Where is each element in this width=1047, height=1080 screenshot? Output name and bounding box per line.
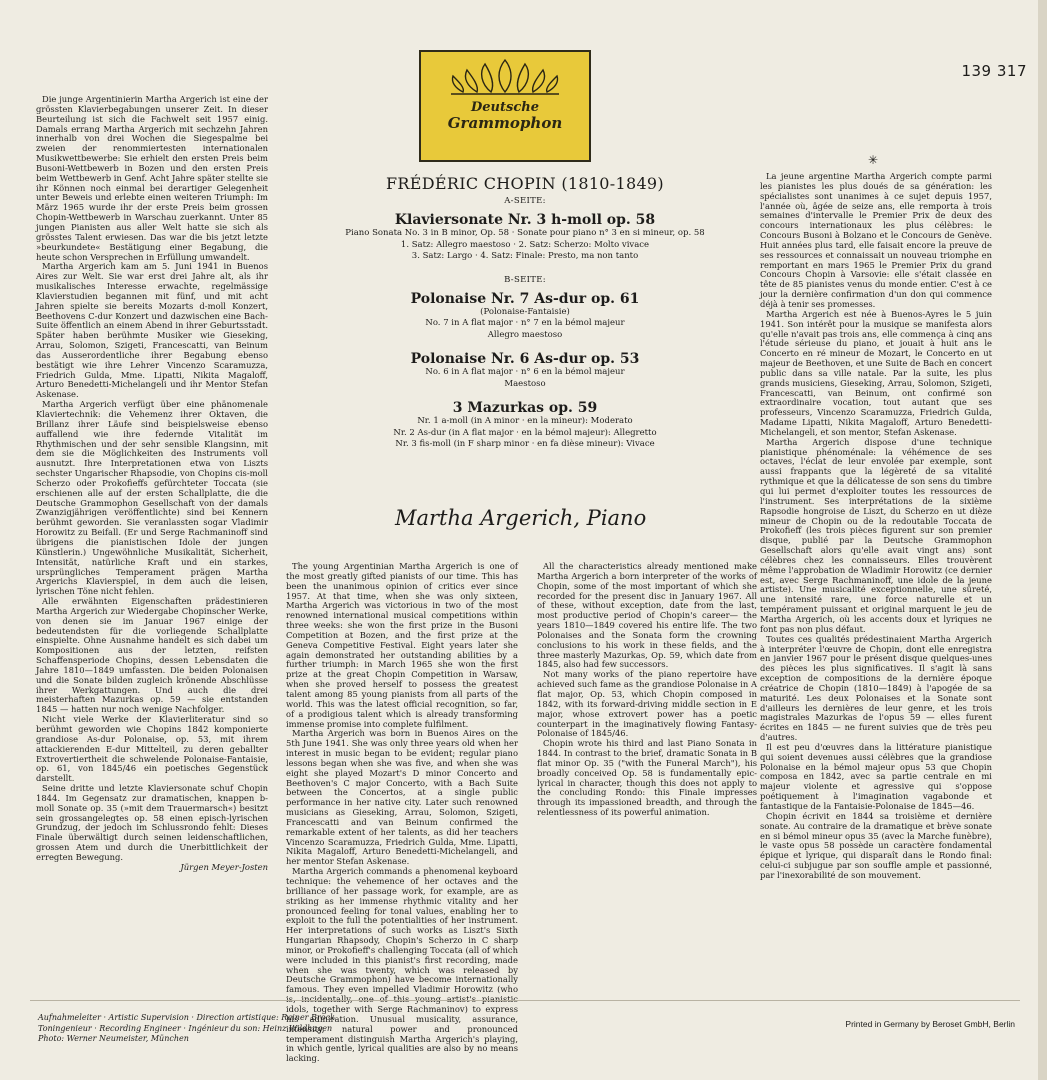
french-paragraph: Chopin écrivit en 1844 sa troisième et dernière sonate. Au contraire de la dramatique et brève sonate en si bémol mineur opus 35 (avec la Marche funèbre), le vaste opus 58 possède un caractère fondamental épique et lyrique, qui disparaît dans le Rondo final: celui-ci subjugue par son souffle ample et passionné, par l'inexorabilité de son mouvement. [760,810,992,880]
credit-line: Toningenieur · Recording Engineer · Ingénieur du son: Heinz Wildhagen [38,1023,333,1033]
work-title: Klaviersonate Nr. 3 h-moll op. 58 [394,212,656,228]
credit-line: Photo: Werner Neumeister, München [38,1034,189,1043]
german-paragraph: Martha Argerich kam am 5. Juni 1941 in Buenos Aires zur Welt. Sie war erst drei Jahre alt, als ihr musikalisches Interesse erwachte, regelmässige Klavierstudien begannen mit fünf, und mit acht Jahren spielte sie bereits Mozarts d-moll Konzert, Beethovens C-dur Konzert und dazwischen eine Bach-Suite öffentlich an einem Abend in ihrer Geburtsstadt. Später haben berühmte Musiker wie Gieseking, Arrau, Solomon, Szigeti, Francescatti, van Beinum das Ausserordentliche ihrer Begabung ebenso bestätigt wie ihre Lehrer Vincenzo Scaramuzza, Friedrich Gulda, Mme. Lipatti, Nikita Magaloff, Arturo Benedetti-Michelangeli und ihr Mentor Stefan Askenase. [36,261,268,400]
german-paragraph: Die junge Argentinierin Martha Argerich ist eine der grössten Klavierbegabungen unserer Zeit. In dieser Beurteilung ist sich die Fachwelt seit 1957 einig. Damals errang Martha Argerich mit sechzehn Jahren innerhalb von drei Wochen die Siegespalme bei zweien der renommiertesten internationalen Musikwettbewerbe: Sie erhielt den ersten Preis beim Busoni-Wettbewerb in Bozen und den ersten Preis beim Wettbewerb in Genf. Acht Jahre später stellte sie ihr Können noch einmal bei derartiger Gelegenheit unter Beweis und erlebte einen weiteren Triumph: Im März 1965 wurde ihr der erste Preis beim grossen Chopin-Wettbewerb in Warschau zuerkannt. Unter 85 jungen Pianisten aus aller Welt hatte sie sich als grösstes Talent erwiesen. Das war die bis jetzt letzte »beurkundete« Bestätigung einer Begabung, die heute schon Versprechen in Erfüllung umwandelt. [36,94,268,262]
french-paragraph: Toutes ces qualités prédestinaient Martha Argerich à interpréter l'œuvre de Chopin, dont elle enregistra en janvier 1967 pour le présent disque quelques-unes des pièces les plus significatives. Il s'agit là sans exception de compositions de la dernière époque créatrice de Chopin (1810—1849) à l'apogée de sa maturité. Les deux Polonaises et la Sonate sont d'ailleurs les dernières de leur genre, et les trois magistrales Mazurkas de l'opus 59 — elles furent écrites en 1845 — ne furent suivies que de très peu d'autres. [760,633,992,743]
english-paragraph: Not many works of the piano repertoire have achieved such fame as the grandiose Polonaise in A flat major, Op. 53, which Chopin composed in 1842, with its forward-driving middle section in E major, whose extrovert power has a poetic counterpart in the imaginatively flowing Fantasy-Polonaise of 1845/46. [537,669,757,739]
english-paragraph: The young Argentinian Martha Argerich is one of the most greatly gifted pianists of our time. This has been the unanimous opinion of critics ever since 1957. At that time, when she was only sixteen, Martha Argerich was victorious in two of the most renowned international musical competitions within three weeks: she won the first prize in the Busoni Competition at Bozen, and the first prize at the Geneva Competitive Festival. Eight years later she again demonstrated her outstanding abilities by a further triumph: in March 1965 she won the first prize at the great Chopin Competition in Warsaw, when she proved herself to possess the greatest talent among 85 young pianists from all parts of the world. This was the latest official recognition, so far, of a prodigious talent which is already transforming immense promise into complete fulfilment. [286,561,518,729]
credit-line: Aufnahmeleiter · Artistic Supervision · Direction artistique: Rainer Brock [38,1013,335,1022]
german-paragraph: Martha Argerich verfügt über eine phänomenale Klaviertechnik: die Vehemenz ihrer Oktaven, die Brillanz ihrer Läufe sind beispielsweise ebenso auffallend wie ihre federnde Vitalität im Rhythmischen und der sehr sensible Klangsinn, mit dem sie die Möglichkeiten des Instruments voll ausnutzt. Ihre Interpretationen etwa von Liszts sechster Ungarischer Rhapsodie, von Chopins cis-moll Scherzo oder Prokofieffs gefürchteter Toccata (sie erschienen alle auf der ersten Schallplatte, die die Deutsche Grammophon Gesellschaft von der damals Zwanzigjährigen veröffentlichte) sind bei Kennern berühmt geworden. Sie veranlassten sogar Vladimir Horowitz zu Beifall. (Er und Serge Rachmaninoff sind übrigens die pianistischen Idole der jungen Künstlerin.) Ungewöhnliche Musikalität, Sicherheit, Intensität, natürliche Kraft und ein starkes, ursprüngliches Temperament prägen Martha Argerichs Klavierspiel, in dem auch die leisen, lyrischen Töne nicht fehlen. [36,399,268,597]
french-paragraph: Il est peu d'œuvres dans la littérature pianistique qui soient devenues aussi célèbres que la grandiose Polonaise en la bémol majeur opus 53 que Chopin composa en 1842, avec sa partie centrale en mi majeur violente et agressive qui s'oppose poétiquement à l'imagination vagabonde et fantastique de la Fantaisie-Polonaise de 1845—46. [760,741,992,811]
tulip-crown-icon [445,56,565,96]
english-paragraph: Martha Argerich commands a phenomenal keyboard technique: the vehemence of her octaves and the brilliance of her passage work, for example, are as striking as her immense rhythmic vitality and her pronounced feeling for tonal values, enabling her to exploit to the full the potentialities of her instrument. Her interpretations of such works as Liszt's Sixth Hungarian Rhapsody, Chopin's Scherzo in C sharp minor, or Prokofieff's challenging Toccata (all of which were included in this pianist's first recording, made when she was twenty, which was released by Deutsche Grammophon) have become internationally famous. They even impelled Vladimir Horowitz (who idols, together with Serge Rachmaninov) to express his admiration. Unusual musicality, assurance, intensity, natural power and pronounced temperament distinguish Martha Argerich's playing, in which gentle, lyrical qualities are also by no means lacking. [286,866,518,1064]
catalog-number: 139 317 [961,62,1027,80]
movement-line: 3. Satz: Largo · 4. Satz: Finale: Presto, ma non tanto [411,251,639,261]
composer-heading: FRÉDÉRIC CHOPIN (1810-1849) [386,174,664,193]
work-title: Polonaise Nr. 7 As-dur op. 61 [410,290,640,307]
footer-divider [30,1000,1020,1001]
production-credits [38,1013,335,1045]
work-subtitle: (Polonaise-Fantaisie) [480,306,570,317]
mazurka-line: Nr. 3 fis-moll (in F sharp minor · en fa dièse mineur): Vivace [395,439,655,449]
mazurka-line: Nr. 1 a-moll (in A minor · en la mineur): Moderato [417,416,633,426]
deutsche-grammophon-logo [419,50,591,162]
work-title: Polonaise Nr. 6 As-dur op. 53 [410,351,640,367]
french-paragraph: La jeune argentine Martha Argerich compte parmi les pianistes les plus doués de sa génération: les spécialistes sont unanimes à ce sujet depuis 1957, l'année où, âgée de seize ans, elle remporta à trois semaines d'intervalle le Premier Prix de deux des concours internationaux les plus célèbres: le Concours Busoni à Bolzano et le Concours de Genève. Huit années plus tard, elle faisait encore la preuve de ses ressources et connaissait un nouveau triomphe en remportant en mars 1965 le Premier Prix du grand Concours Chopin à Varsovie: elle s'était classée en tête de 85 pianistes venus du monde entier. C'est à ce jour la dernière confirmation d'un don qui commence déjà à tenir ses promesses. [760,171,992,309]
movement-line: 1. Satz: Allegro maestoso · 2. Satz: Scherzo: Molto vivace [400,239,650,250]
german-paragraph: Seine dritte und letzte Klaviersonate schuf Chopin 1844. Im Gegensatz zur dramatischen, knappen b-moll Sonate op. 35 (»mit dem Trauermarsch«) besitzt sein grossangelegtes op. 58 einen episch-lyrischen Grundzug, der jedoch im Schlussrondo fehlt: Dieses Finale überwältigt durch seinen leidenschaftlichen, grossen Atem und durch die Unerbittlichkeit der erregten Bewegung. [36,783,268,862]
program-listing [290,172,760,451]
mazurka-line: Nr. 2 As-dur (in A flat major · en la bémol majeur): Allegretto [393,427,657,438]
side-a-label: A-SEITE: [504,196,546,206]
work-subtitle: No. 7 in A flat major · n° 7 en la bémol majeur [425,318,625,328]
tempo-marking: Maestoso [504,378,546,389]
german-notes-column [36,95,268,985]
work-subtitle: Piano Sonata No. 3 in B minor, Op. 58 · Sonate pour piano n° 3 en si mineur, op. 58 [345,228,705,238]
performer-credit: Martha Argerich, Piano [395,506,647,530]
german-paragraph: Alle erwähnten Eigenschaften prädestinieren Martha Argerich zur Wiedergabe Chopinscher Werke, von denen sie im Januar 1967 einige der bedeutendsten für die vorliegende Schallplatte einspielte. Ohne Ausnahme handelt es sich dabei um Kompositionen aus der letzten, reifsten Schaffensperiode Chopins, dessen Lebensdaten die Jahre 1810—1849 umfassten. Die beiden Polonaisen und die Sonate bilden zugleich krönende Abschlüsse ihrer Werkgattungen. Und auch die drei meisterhaften Mazurkas op. 59 — sie entstanden 1845 — hatten nur noch wenige Nachfolger. [36,596,268,715]
author-signature: Jürgen Meyer-Josten [180,861,268,872]
work-title: 3 Mazurkas op. 59 [452,400,598,416]
label-line-2: Grammophon [447,114,563,132]
french-paragraph: Martha Argerich dispose d'une technique pianistique phénoménale: la véhémence de ses octaves, l'éclat de leur envolée par exemple, sont aussi frappants que la légèreté de sa vitalité rythmique et que la délicatesse de son sens du timbre qui lui permet d'exploiter toutes les ressources de l'instrument. Ses interprétations de la sixième Rapsodie hongroise de Liszt, du Scherzo en ut dièze mineur de Chopin ou de la redoutable Toccata de Prokofieff (les trois pièces figurent sur son premier disque, publié par la Deutsche Grammophon Gesellschaft alors qu'elle avait vingt ans) sont célèbres chez les connaisseurs. Elles trouvèrent même l'approbation de Wladimir Horowitz (ce dernier est, avec Serge Rachmaninoff, une idole de la jeune artiste). Une musicalité exceptionnelle, une sûreté, une intensité rare, une force naturelle et un tempérament puissant et original marquent le jeu de Martha Argerich, où les accents doux et lyriques ne font pas non plus défaut. [760,436,992,634]
english-notes-column-1 [286,561,518,1064]
french-paragraph: Martha Argerich est née à Buenos-Ayres le 5 juin 1941. Son intérêt pour la musique se manifesta alors qu'elle n'avait pas trois ans, elle commença à cinq ans l'étude sérieuse du piano, et jouait à huit ans le Concerto en ré mineur de Mozart, le Concerto en ut majeur de Beethoven, et une Suite de Bach en concert public dans sa ville natale. Par la suite, les plus grands musiciens, Gieseking, Arrau, Solomon, Szigeti, Francescatti, van Beinum, ont confirmé son extraordinaire vocation, tout autant que ses professeurs, Vincenzo Scaramuzza, Friedrich Gulda, Madame Lipatti, Nikita Magaloff, Arturo Benedetti-Michelangeli, et son mentor, Stefan Askenase. [760,308,993,437]
side-b-label: B-SEITE: [504,274,546,285]
french-notes-column [760,172,992,984]
label-line-1: Deutsche [471,100,539,115]
german-paragraph: Nicht viele Werke der Klavierliteratur sind so berühmt geworden wie Chopins 1842 komponierte grandiose As-dur Polonaise, op. 53, mit ihrem attackierenden E-dur Mittelteil, zu deren geballter Extrovertiertheit die schwelende Polonaise-Fantaisie, op. 61, von 1845/46 ein poetisches Gegenstück darstellt. [36,714,268,784]
printer-imprint: Printed in Germany by Beroset GmbH, Berlin [845,1019,1015,1029]
work-subtitle: No. 6 in A flat major · n° 6 en la bémol majeur [425,367,625,377]
english-notes-column-2 [537,562,757,980]
english-paragraph: Chopin wrote his third and last Piano Sonata in 1844. In contrast to the brief, dramatic Sonata in B flat minor Op. 35 ("with the Funeral March"), his broadly conceived Op. 58 is fundamentally epic-lyrical in character, though this does not apply to the concluding Rondo: this Finale impresses through its impassioned breadth, and through the relentlessness of its powerful animation. [537,738,757,818]
tempo-marking: Allegro maestoso [487,329,563,340]
english-paragraph: All the characteristics already mentioned make Martha Argerich a born interpreter of the works of Chopin, some of the most important of which she recorded for the present disc in January 1967. All of these, without exception, date from the last, most productive period of Chopin's career— the years 1810—1849 covered his entire life. The two Polonaises and the Sonata form the crowning conclusions to his work in these fields, and the three masterly Mazurkas, Op. 59, which date from 1845, also had few successors. [537,561,757,670]
asterisk-separator: ✳ [868,153,879,167]
english-paragraph: Martha Argerich was born in Buenos Aires on the 5th June 1941. She was only three years old when her interest in music began to be evident; regular piano lessons began when she was five, and when she was eight she played Mozart's D minor Concerto and Beethoven's C major Concerto, with a Bach Suite between the Concertos, at a single public performance in her native city. Later such renowned musicians as Gieseking, Arrau, Solomon, Szigeti, Francescatti and van Beinum confirmed the remarkable extent of her talents, as did her teachers Vincenzo Scaramuzza, Friedrich Gulda, Mme. Lipatti, Nikita Magaloff, Arturo Benedetti-Michelangeli, and her mentor Stefan Askenase. [286,728,518,867]
sleeve-edge [1038,0,1047,1080]
